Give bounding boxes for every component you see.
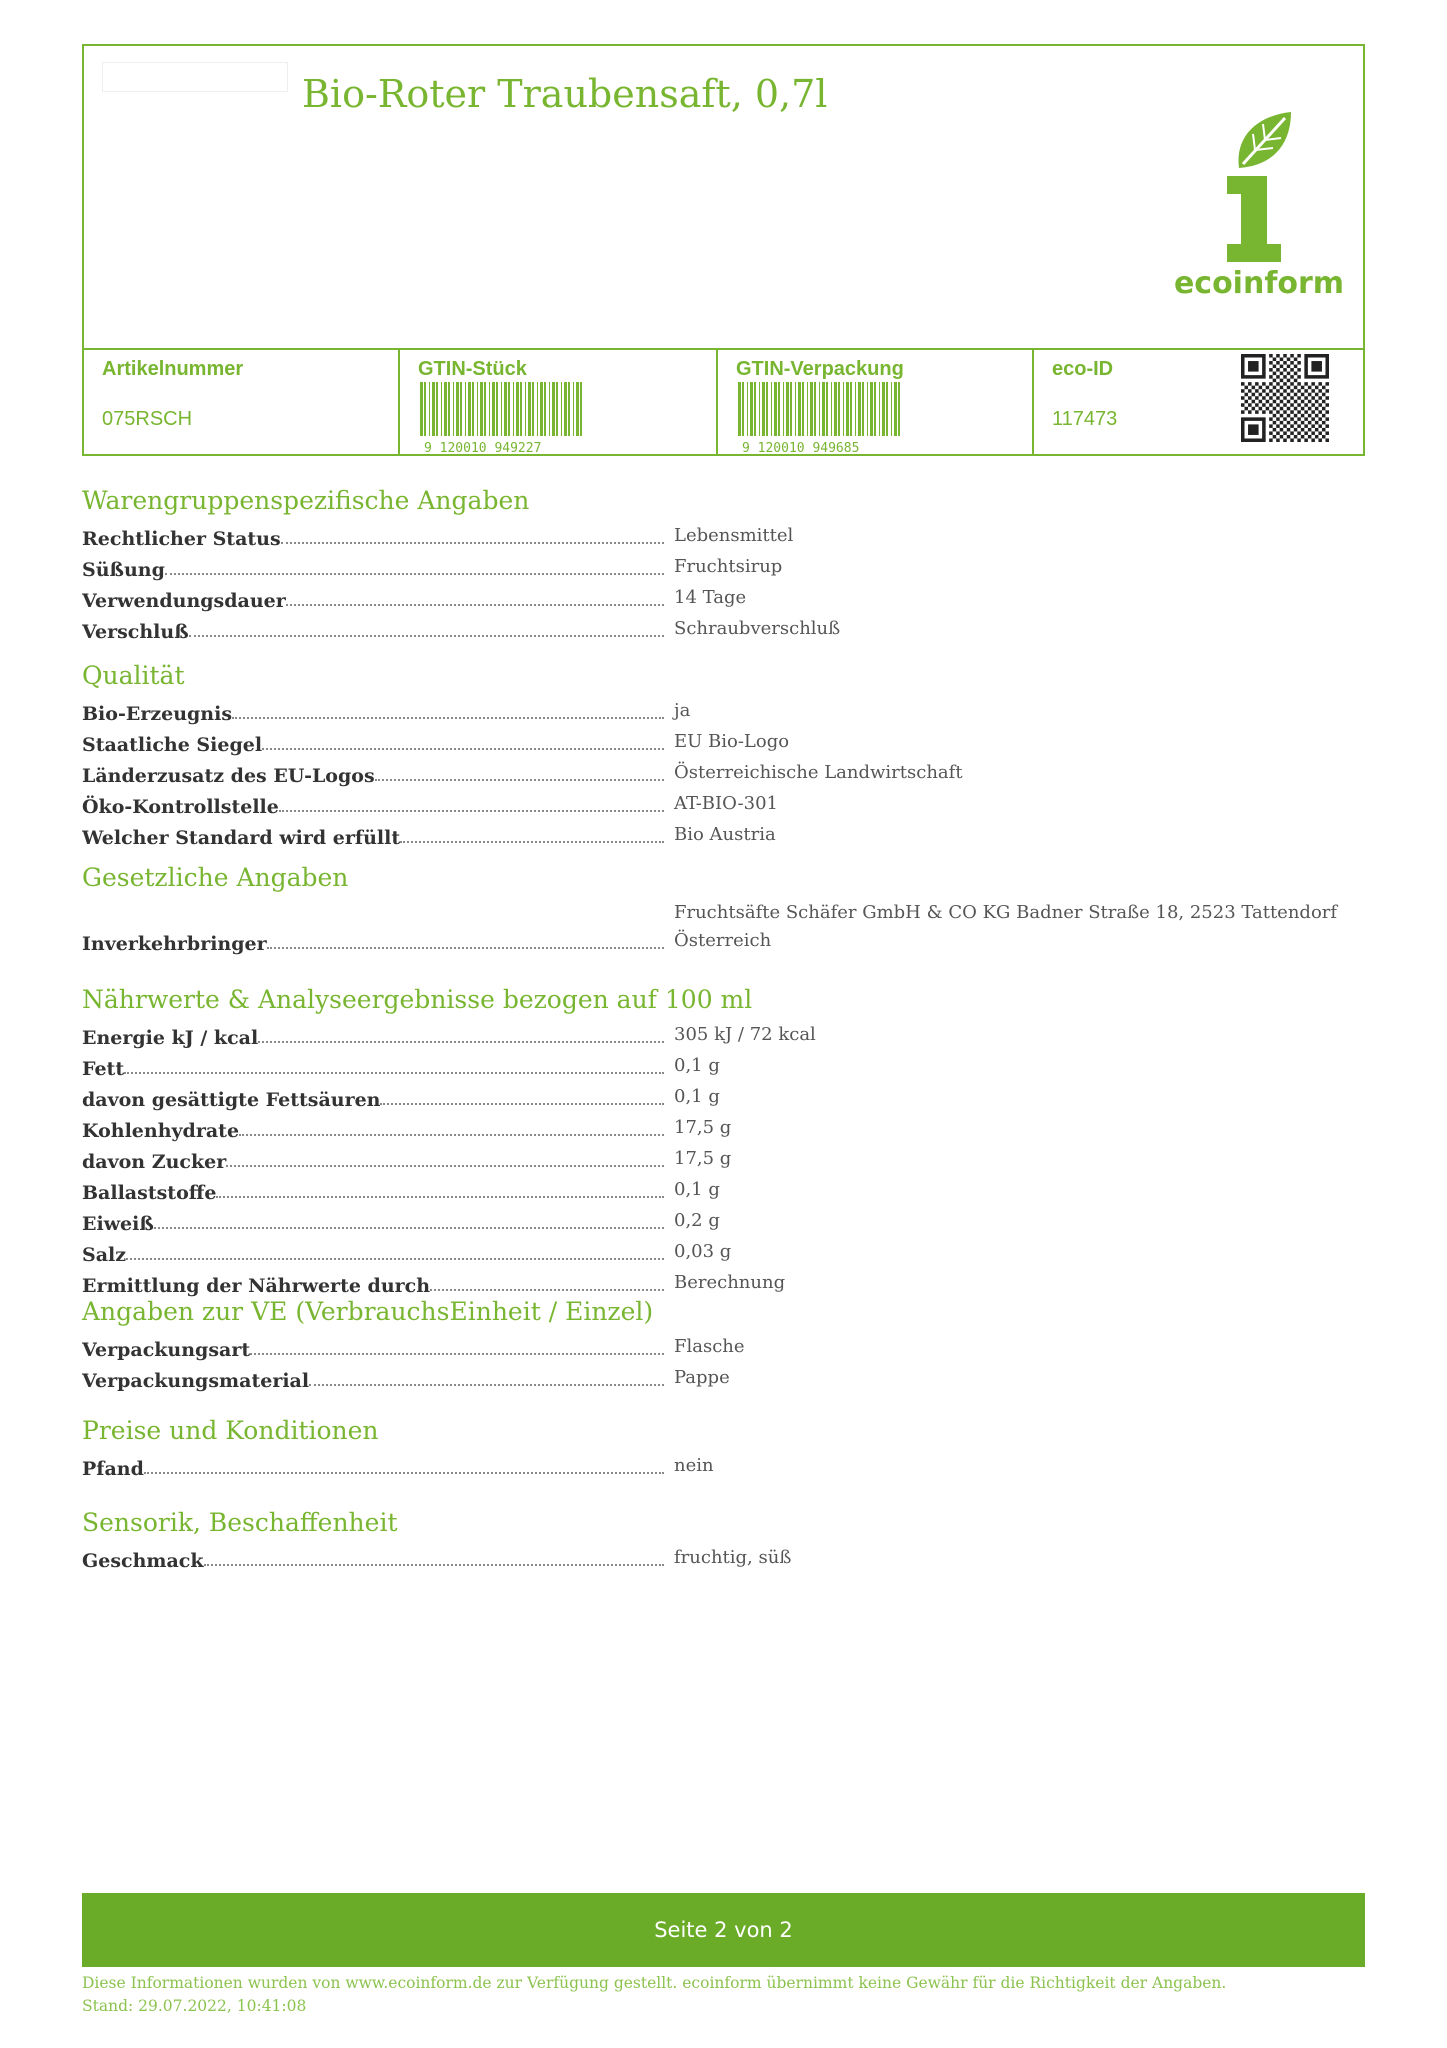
product-title: Bio-Roter Traubensaft, 0,7l [302, 72, 828, 116]
field-row [82, 1204, 1365, 1235]
field-row [82, 550, 1365, 581]
field-key [82, 1449, 668, 1480]
field-value [668, 694, 690, 725]
dot-leader [400, 841, 664, 843]
field-label: Staatliche Siegel [82, 734, 263, 756]
section-1 [82, 660, 1365, 849]
section-0 [82, 485, 1365, 643]
field-key [82, 1111, 668, 1142]
field-value [668, 1449, 714, 1480]
field-key [82, 1330, 668, 1361]
field-label: Ballaststoffe [82, 1182, 217, 1204]
gtin-pack-cell [716, 350, 1032, 456]
field-value [668, 1173, 720, 1204]
field-value-line: Schraubverschluß [674, 618, 841, 639]
field-label: Fett [82, 1058, 125, 1080]
field-label: Verwendungsdauer [82, 590, 286, 612]
dot-leader [258, 1041, 664, 1043]
dot-leader [279, 810, 664, 812]
field-key [82, 1049, 668, 1080]
article-number-label: Artikelnummer [102, 358, 244, 380]
dot-leader [380, 1103, 664, 1105]
field-key [82, 1142, 668, 1173]
article-number-value: 075RSCH [102, 408, 193, 430]
section-title: Sensorik, Beschaffenheit [82, 1508, 398, 1537]
eco-id-label: eco-ID [1052, 358, 1114, 380]
field-value-line: 0,1 g [674, 1179, 720, 1200]
field-row [82, 1266, 1365, 1297]
dot-leader [232, 717, 664, 719]
field-value-line: 14 Tage [674, 587, 747, 608]
gtin-pack-barcode-digits: 9 120010 949685 [742, 441, 860, 454]
field-value [668, 1049, 720, 1080]
field-value-line: 305 kJ / 72 kcal [674, 1024, 816, 1045]
disclaimer [82, 1972, 1365, 2018]
product-info-row [84, 348, 1363, 456]
field-row [82, 581, 1365, 612]
leaf-icon [1169, 76, 1349, 266]
field-value [668, 896, 1337, 955]
section-rows [82, 1449, 1365, 1480]
field-value-line: Bio Austria [674, 824, 776, 845]
field-value-line: EU Bio-Logo [674, 731, 790, 752]
product-image-placeholder [102, 62, 288, 92]
field-key [82, 1361, 668, 1392]
field-key [82, 550, 668, 581]
field-key [82, 818, 668, 849]
gtin-pack-barcode [736, 382, 906, 454]
section-title: Warengruppenspezifische Angaben [82, 486, 530, 515]
field-label: Verpackungsart [82, 1339, 251, 1361]
field-key [82, 612, 668, 643]
field-value [668, 787, 778, 818]
field-key [82, 1173, 668, 1204]
field-value [668, 550, 782, 581]
field-value-line: Lebensmittel [674, 525, 794, 546]
section-title: Preise und Konditionen [82, 1416, 379, 1445]
field-value-line: AT-BIO-301 [674, 793, 778, 814]
field-row [82, 1235, 1365, 1266]
field-key [82, 694, 668, 725]
field-row [82, 725, 1365, 756]
field-label: Salz [82, 1244, 127, 1266]
field-label: Energie kJ / kcal [82, 1027, 259, 1049]
section-5 [82, 1415, 1365, 1480]
section-rows [82, 896, 1365, 955]
field-row [82, 1173, 1365, 1204]
section-3 [82, 984, 1365, 1297]
page-number-bar: Seite 2 von 2 [82, 1893, 1365, 1967]
dot-leader [309, 1384, 664, 1386]
field-label: Pfand [82, 1458, 144, 1480]
field-row [82, 519, 1365, 550]
section-6 [82, 1507, 1365, 1572]
field-value [668, 581, 746, 612]
section-4 [82, 1296, 1365, 1392]
field-value [668, 1111, 731, 1142]
field-label: Verschluß [82, 621, 189, 643]
field-value-line: Flasche [674, 1336, 745, 1357]
field-value [668, 725, 789, 756]
field-label: Öko-Kontrollstelle [82, 796, 279, 818]
gtin-pack-label: GTIN-Verpackung [736, 358, 904, 380]
gtin-piece-barcode-digits: 9 120010 949227 [424, 441, 542, 454]
field-row [82, 1049, 1365, 1080]
dot-leader [375, 779, 664, 781]
dot-leader [165, 573, 664, 575]
field-row [82, 756, 1365, 787]
section-title: Gesetzliche Angaben [82, 863, 349, 892]
field-value-line: Pappe [674, 1367, 730, 1388]
field-key [82, 896, 668, 955]
field-key [82, 1541, 668, 1572]
field-value [668, 1330, 745, 1361]
qr-code-icon [1241, 354, 1329, 442]
dot-leader [124, 1072, 664, 1074]
field-value-line: 0,2 g [674, 1210, 720, 1231]
field-row [82, 1080, 1365, 1111]
dot-leader [250, 1353, 664, 1355]
field-row [82, 1541, 1365, 1572]
field-row [82, 1111, 1365, 1142]
field-value [668, 519, 793, 550]
article-number-cell [84, 350, 398, 456]
field-value-line: Fruchtsäfte Schäfer GmbH & CO KG Badner Straße 18, 2523 Tattendorf [674, 902, 1338, 923]
field-value [668, 1235, 731, 1266]
dot-leader [144, 1472, 664, 1474]
field-value-line: Österreich [674, 930, 772, 951]
field-key [82, 1018, 668, 1049]
dot-leader [267, 947, 664, 949]
section-title: Angaben zur VE (VerbrauchsEinheit / Einzel) [82, 1297, 654, 1326]
dot-leader [154, 1227, 664, 1229]
field-value-line: 0,03 g [674, 1241, 732, 1262]
dot-leader [430, 1289, 664, 1291]
product-header [82, 44, 1365, 456]
dot-leader [226, 1165, 664, 1167]
field-row [82, 1449, 1365, 1480]
section-rows [82, 1541, 1365, 1572]
field-key [82, 1204, 668, 1235]
field-value [668, 818, 776, 849]
ecoinform-logo [1169, 76, 1349, 326]
field-value-line: Österreichische Landwirtschaft [674, 762, 963, 783]
field-row [82, 612, 1365, 643]
field-value-line: Fruchtsirup [674, 556, 783, 577]
field-key [82, 725, 668, 756]
dot-leader [262, 748, 664, 750]
field-row [82, 787, 1365, 818]
dot-leader [286, 604, 664, 606]
dot-leader [189, 635, 664, 637]
field-label: Süßung [82, 559, 165, 581]
field-value-line: 17,5 g [674, 1148, 732, 1169]
eco-id-value: 117473 [1052, 408, 1118, 430]
field-key [82, 1080, 668, 1111]
dot-leader [281, 542, 664, 544]
field-value [668, 1266, 785, 1297]
section-rows [82, 1018, 1365, 1297]
field-key [82, 787, 668, 818]
logo-wordmark: ecoinform [1173, 266, 1345, 301]
field-label: Länderzusatz des EU-Logos [82, 765, 375, 787]
field-key [82, 756, 668, 787]
field-key [82, 581, 668, 612]
section-rows [82, 1330, 1365, 1392]
field-value-line: 17,5 g [674, 1117, 732, 1138]
gtin-piece-barcode [418, 382, 588, 454]
field-value [668, 1080, 720, 1111]
field-row [82, 1018, 1365, 1049]
dot-leader [126, 1258, 664, 1260]
field-label: Ermittlung der Nährwerte durch [82, 1275, 431, 1297]
field-key [82, 1235, 668, 1266]
field-value [668, 1204, 720, 1235]
field-label: davon gesättigte Fettsäuren [82, 1089, 381, 1111]
field-label: Rechtlicher Status [82, 528, 281, 550]
field-label: Inverkehrbringer [82, 933, 267, 955]
field-value [668, 1142, 731, 1173]
field-label: Eiweiß [82, 1213, 154, 1235]
timestamp: Stand: 29.07.2022, 10:41:08 [82, 1997, 307, 2015]
dot-leader [216, 1196, 664, 1198]
field-key [82, 1266, 668, 1297]
section-rows [82, 694, 1365, 849]
field-value [668, 1361, 730, 1392]
field-value-line: ja [674, 700, 691, 721]
field-row [82, 818, 1365, 849]
disclaimer-text: Diese Informationen wurden von www.ecoinform.de zur Verfügung gestellt. ecoinform übernimmt keine Gewähr für die Richtigkeit der Angaben. [82, 1974, 1227, 1992]
field-label: davon Zucker [82, 1151, 227, 1173]
field-row [82, 1142, 1365, 1173]
field-label: Geschmack [82, 1550, 204, 1572]
section-rows [82, 519, 1365, 643]
field-row [82, 1361, 1365, 1392]
field-value [668, 612, 840, 643]
field-label: Bio-Erzeugnis [82, 703, 233, 725]
section-2 [82, 862, 1365, 955]
field-value-line: nein [674, 1455, 714, 1476]
field-row [82, 694, 1365, 725]
field-value [668, 1541, 791, 1572]
field-label: Kohlenhydrate [82, 1120, 240, 1142]
gtin-piece-cell [398, 350, 716, 456]
field-row [82, 896, 1365, 955]
field-value [668, 756, 963, 787]
field-value-line: fruchtig, süß [674, 1547, 792, 1568]
dot-leader [239, 1134, 664, 1136]
field-value-line: Berechnung [674, 1272, 786, 1293]
field-value-line: 0,1 g [674, 1055, 720, 1076]
gtin-piece-label: GTIN-Stück [418, 358, 527, 380]
section-title: Nährwerte & Analyseergebnisse bezogen auf 100 ml [82, 985, 753, 1014]
field-row [82, 1330, 1365, 1361]
section-title: Qualität [82, 661, 185, 690]
field-label: Welcher Standard wird erfüllt [82, 827, 401, 849]
field-value [668, 1018, 816, 1049]
dot-leader [204, 1564, 664, 1566]
field-value-line: 0,1 g [674, 1086, 720, 1107]
field-key [82, 519, 668, 550]
field-label: Verpackungsmaterial [82, 1370, 310, 1392]
